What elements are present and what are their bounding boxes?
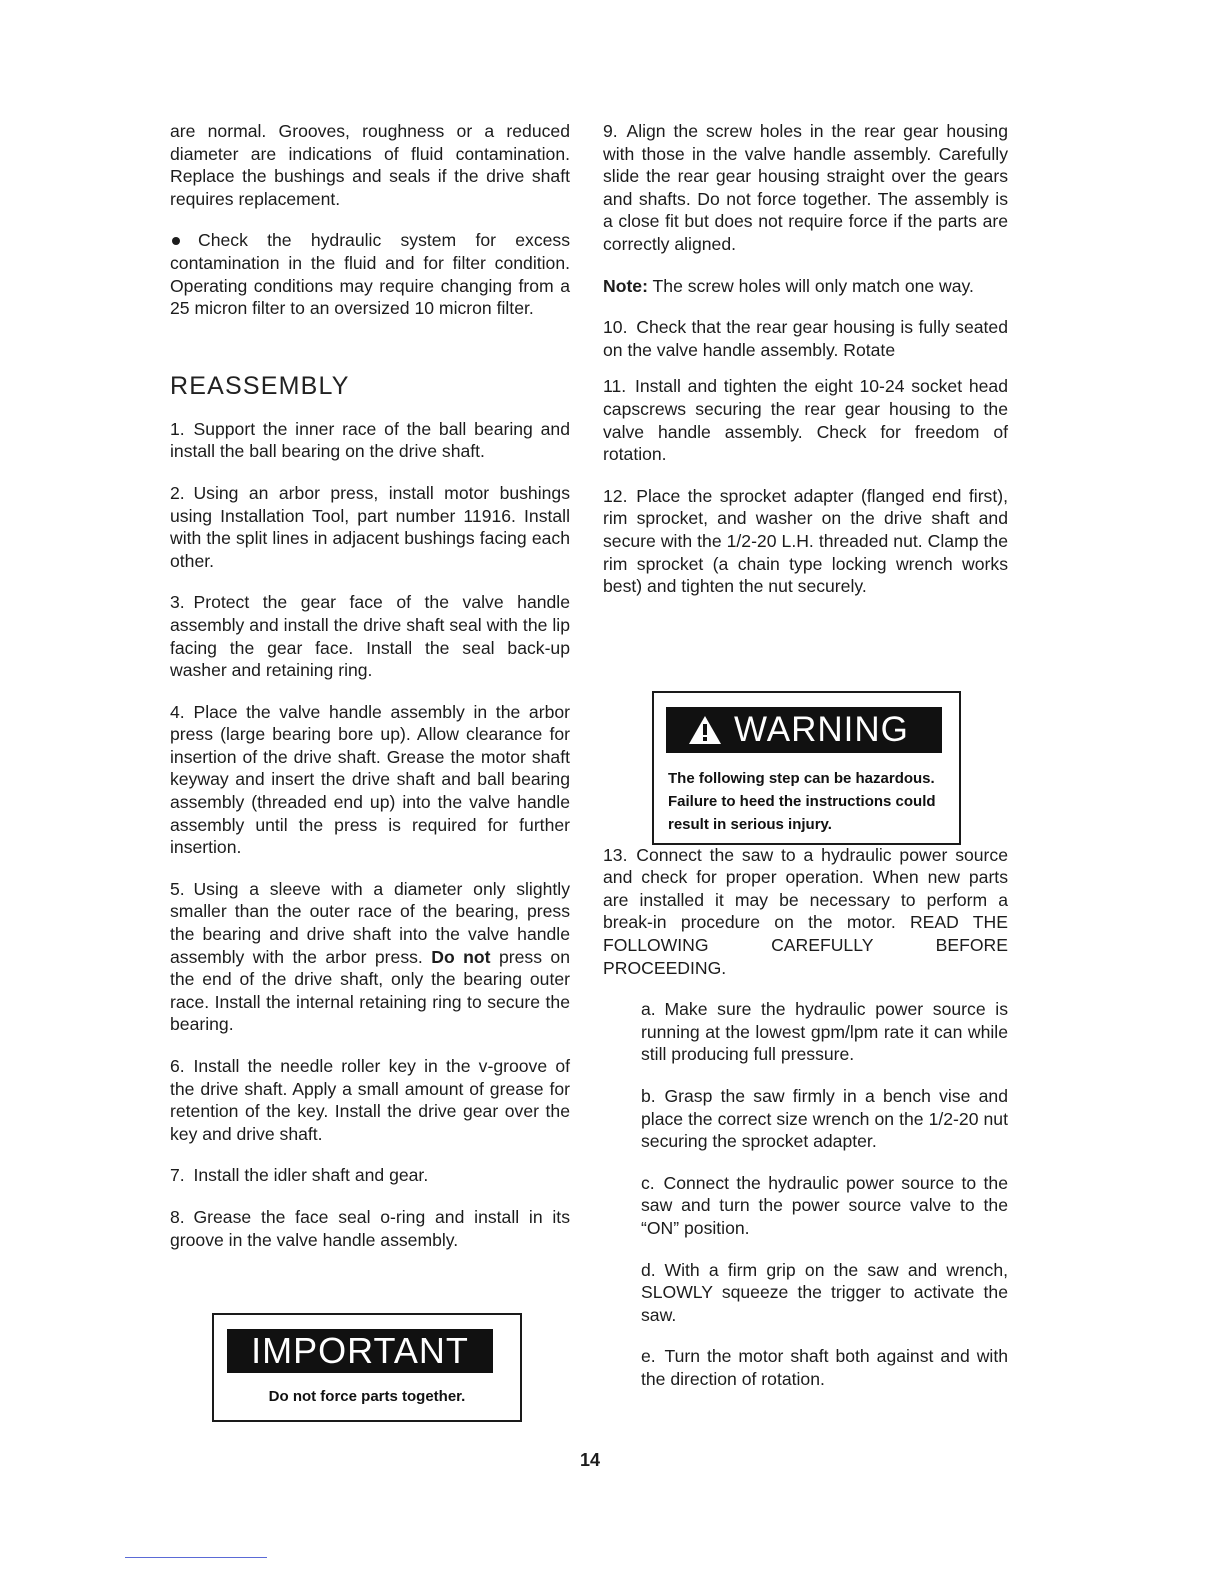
- substep-c: c. Connect the hydraulic power source to the saw and turn the power source valve to the “ON” position.: [641, 1172, 1008, 1238]
- intro-paragraph: are normal. Grooves, roughness or a reduced diameter are indications of fluid contamination. Replace the bushings and seals if the drive shaft requires replacement.: [170, 121, 570, 209]
- step-13: 13. Connect the saw to a hydraulic power source and check for proper operation. When new parts are installed it may be necessary to perform a break-in procedure on the motor. READ THE FOLLOWING CAREFULLY BEFORE PROCEEDING.: [603, 844, 1008, 978]
- important-banner: IMPORTANT: [227, 1329, 493, 1373]
- bullet-icon: [172, 237, 180, 245]
- note-text: The screw holes will only match one way.: [652, 275, 974, 296]
- section-heading: REASSEMBLY: [170, 371, 350, 400]
- step-2: 2. Using an arbor press, install motor bushings using Installation Tool, part number 11916. Install with the split lines in adjacent bushings facing each other.: [170, 482, 570, 571]
- bullet-paragraph: [170, 229, 570, 319]
- step-5-emphasis: Do not: [431, 946, 491, 967]
- step-6: 6. Install the needle roller key in the v-groove of the drive shaft. Apply a small amount of grease for retention of the key. Install the drive gear over the key and drive shaft.: [170, 1056, 570, 1144]
- step-12: 12. Place the sprocket adapter (flanged end first), rim sprocket, and washer on the drive shaft and secure with the 1/2-20 L.H. threaded nut. Clamp the rim sprocket (a chain type locking wrench works best) and tighten the nut securely.: [603, 485, 1008, 597]
- warning-text: The following step can be hazardous. Failure to heed the instructions could result in serious injury.: [668, 770, 936, 833]
- step-5: [170, 878, 570, 1036]
- important-text: Do not force parts together.: [268, 1388, 466, 1405]
- step-11: 11. Install and tighten the eight 10-24 socket head capscrews securing the rear gear housing to the valve handle assembly. Check for freedom of rotation.: [603, 376, 1008, 465]
- substep-d: d. With a firm grip on the saw and wrench, SLOWLY squeeze the trigger to activate the saw.: [641, 1259, 1008, 1325]
- step-10: 10. Check that the rear gear housing is fully seated on the valve handle assembly. Rotate: [603, 317, 1008, 360]
- bullet-text: Check the hydraulic system for excess contamination in the fluid and for filter condition. Operating conditions may require changing from a 25 micron filter to an oversized 10 micron filter.: [170, 230, 570, 319]
- page-number: 14: [579, 1450, 601, 1470]
- note-label: Note:: [603, 275, 648, 296]
- warning-title: WARNING: [734, 710, 909, 749]
- substep-b: b. Grasp the saw firmly in a bench vise and place the correct size wrench on the 1/2-20 nut securing the sprocket adapter.: [641, 1086, 1008, 1152]
- left-column: [170, 120, 570, 1270]
- note: [603, 275, 1008, 298]
- substep-e: e. Turn the motor shaft both against and with the direction of rotation.: [641, 1346, 1008, 1389]
- substep-a: a. Make sure the hydraulic power source is running at the lowest gpm/lpm rate it can while still producing full pressure.: [641, 999, 1008, 1065]
- important-notice: [212, 1313, 522, 1422]
- footnote-rule: [125, 1557, 267, 1558]
- step-8: 8. Grease the face seal o-ring and install in its groove in the valve handle assembly.: [170, 1206, 570, 1250]
- step-4: 4. Place the valve handle assembly in the arbor press (large bearing bore up). Allow clearance for insertion of the drive shaft. Grease the motor shaft keyway and insert the drive shaft and ball bearing assembly (threaded end up) into the valve handle assembly until the press is required for further insertion.: [170, 701, 570, 858]
- warning-triangle-icon: [688, 715, 722, 745]
- step-5-text-a: 5. Using a sleeve with a diameter only slightly smaller than the outer race of the bearing, press the bearing and drive shaft into the valve handle assembly with the arbor press.: [170, 878, 570, 967]
- step-9: 9. Align the screw holes in the rear gear housing with those in the valve handle assembly. Carefully slide the rear gear housing straight over the gears and shafts. Do not force together. The assembly is a close fit but does not require force if the parts are correctly aligned.: [603, 121, 1008, 254]
- step-3: 3. Protect the gear face of the valve handle assembly and install the drive shaft seal with the lip facing the gear face. Install the seal back-up washer and retaining ring.: [170, 592, 570, 681]
- warning-banner: [666, 707, 942, 753]
- step-5-text-b: press on the end of the drive shaft, only the bearing outer race. Install the internal retaining ring to secure the bearing.: [170, 946, 571, 1035]
- warning-notice: [652, 691, 961, 845]
- step-7: 7. Install the idler shaft and gear.: [170, 1165, 429, 1186]
- step-1: 1. Support the inner race of the ball bearing and install the ball bearing on the drive shaft.: [170, 418, 570, 462]
